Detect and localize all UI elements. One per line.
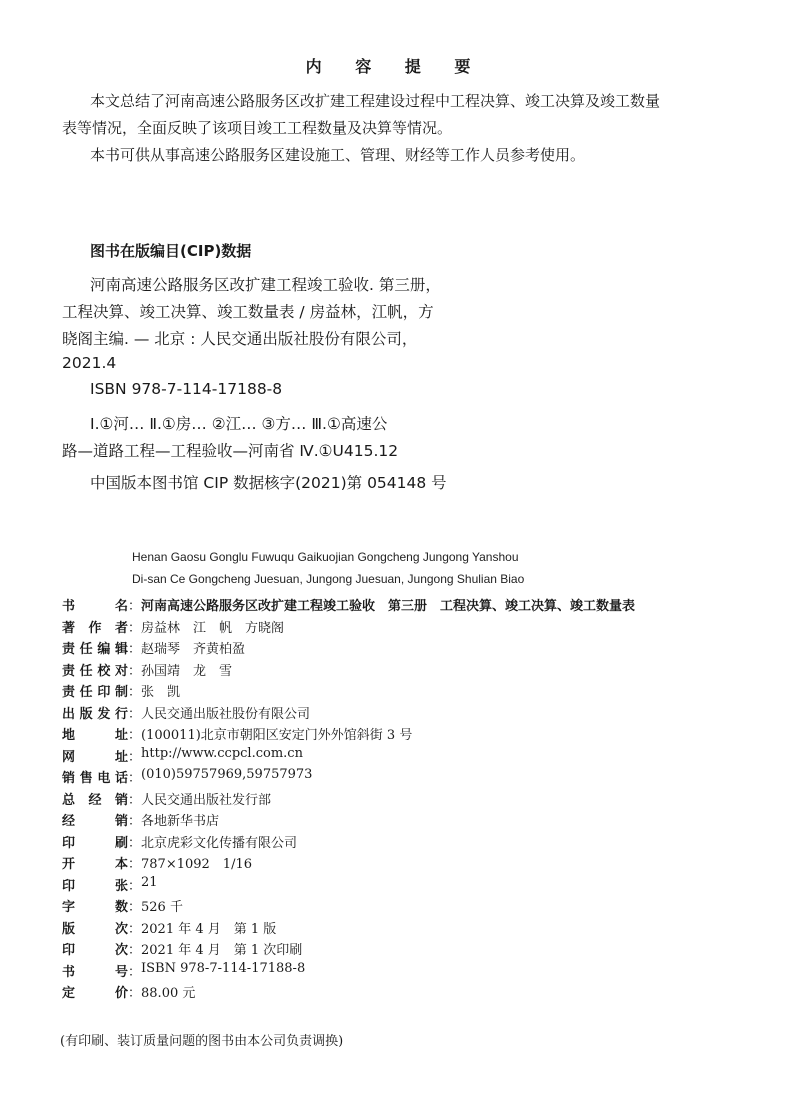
colophon-label-char: 址	[114, 728, 128, 743]
colophon-colon: ：	[128, 749, 142, 765]
colophon-colon: ：	[128, 986, 142, 1001]
colophon-label-char: 著	[62, 620, 76, 636]
colophon-label-char: 电	[97, 771, 111, 786]
colophon-row	[62, 896, 183, 915]
pinyin-title: Henan Gaosu Gonglu Fuwuqu Gaikuojian Gongcheng Jungong Yanshou	[132, 550, 519, 564]
colophon-label-char: 作	[88, 620, 102, 636]
colophon-label-char: 辑	[114, 642, 128, 657]
colophon-row	[62, 660, 232, 679]
colophon-label	[62, 789, 128, 808]
colophon-label-char: 数	[114, 900, 128, 915]
colophon-label	[62, 660, 128, 679]
colophon-label-char: 地	[62, 728, 76, 743]
colophon-value: 河南高速公路服务区改扩建工程竣工验收 第三册 工程决算、竣工决算、竣工数量表	[141, 599, 636, 614]
colophon-row	[62, 746, 303, 765]
colophon-label-char: 定	[62, 986, 76, 1001]
colophon-label-char: 书	[62, 599, 76, 614]
colophon-label-char: 校	[97, 663, 111, 679]
cip-isbn: ISBN 978-7-114-17188-8	[90, 380, 283, 398]
colophon-label	[62, 875, 128, 894]
colophon-label	[62, 810, 128, 829]
colophon-label-char: 编	[97, 642, 111, 657]
colophon-label-char: 责	[62, 685, 76, 700]
colophon-label-char: 张	[114, 878, 128, 894]
colophon-label-char: 印	[62, 878, 76, 894]
colophon-label-char: 版	[62, 921, 76, 937]
colophon-label-char: 售	[79, 771, 93, 786]
colophon-label-char: 者	[114, 620, 128, 636]
cip-line: 2021.4	[62, 354, 117, 372]
colophon-label	[62, 746, 128, 765]
colophon-label-char: 版	[79, 706, 93, 722]
colophon-row	[62, 638, 245, 657]
colophon-colon: ：	[128, 599, 142, 614]
cip-record-number: 中国版本图书馆 CIP 数据核字(2021)第 054148 号	[90, 474, 447, 492]
colophon-value: 各地新华书店	[141, 814, 220, 829]
colophon-label-char: 发	[97, 706, 111, 722]
colophon-label	[62, 638, 128, 657]
colophon-row	[62, 939, 302, 958]
colophon-colon: ：	[128, 685, 142, 700]
colophon-label-char: 任	[79, 663, 93, 679]
colophon-row	[62, 617, 284, 636]
colophon-colon: ：	[128, 964, 142, 980]
colophon-label	[62, 724, 128, 743]
colophon-label-char: 任	[79, 685, 93, 700]
colophon-value: 2021 年 4 月 第 1 次印刷	[141, 943, 303, 958]
colophon-colon: ：	[128, 878, 142, 894]
colophon-colon: ：	[128, 921, 142, 937]
colophon-value: 88.00 元	[141, 986, 196, 1001]
colophon-label-char: 次	[114, 921, 128, 937]
colophon-label	[62, 703, 128, 722]
colophon-label-char: 本	[114, 857, 128, 872]
colophon-label-char: 任	[79, 642, 93, 657]
colophon-colon: ：	[128, 835, 142, 851]
colophon-label-char: 网	[62, 749, 76, 765]
colophon-label-char: 销	[114, 814, 128, 829]
colophon-label-char: 总	[62, 792, 76, 808]
cip-heading: 图书在版编目(CIP)数据	[90, 242, 252, 260]
colophon-row	[62, 982, 195, 1001]
colophon-colon: ：	[128, 771, 142, 786]
cip-line: 工程决算、竣工决算、竣工数量表 / 房益林，江帆，方	[62, 303, 434, 321]
quality-note: (有印刷、装订质量问题的图书由本公司负责调换)	[60, 1034, 344, 1049]
summary-line-3: 本书可供从事高速公路服务区建设施工、管理、财经等工作人员参考使用。	[90, 146, 586, 164]
colophon-row	[62, 961, 305, 980]
colophon-row	[62, 595, 635, 614]
colophon-colon: ：	[128, 943, 142, 958]
colophon-row	[62, 724, 412, 743]
colophon-label	[62, 939, 128, 958]
colophon-colon: ：	[128, 814, 142, 829]
colophon-label-char: 名	[114, 599, 128, 614]
pinyin-subtitle: Di-san Ce Gongcheng Juesuan, Jungong Juesuan, Jungong Shulian Biao	[132, 572, 525, 586]
colophon-colon: ：	[128, 792, 142, 808]
colophon-value: 孙国靖 龙 雪	[141, 663, 233, 679]
colophon-value: 赵瑞琴 齐黄柏盈	[141, 642, 246, 657]
cip-line: 晓阁主编. — 北京 : 人民交通出版社股份有限公司，	[62, 330, 418, 348]
colophon-value: 21	[141, 874, 158, 890]
colophon-label	[62, 853, 128, 872]
colophon-label-char: 经	[88, 792, 102, 808]
colophon-colon: ：	[128, 900, 142, 915]
colophon-label-char: 出	[62, 706, 76, 722]
colophon-value: 2021 年 4 月 第 1 版	[141, 921, 277, 937]
colophon-label-char: 书	[62, 964, 76, 980]
colophon-label-char: 责	[62, 663, 76, 679]
colophon-label-char: 经	[62, 814, 76, 829]
colophon-colon: ：	[128, 663, 142, 679]
colophon-row	[62, 853, 252, 872]
colophon-row	[62, 810, 219, 829]
colophon-value: ISBN 978-7-114-17188-8	[141, 960, 306, 976]
colophon-label	[62, 918, 128, 937]
colophon-label-char: 号	[114, 964, 128, 980]
colophon-row	[62, 875, 158, 894]
colophon-label-char: 刷	[114, 835, 128, 851]
colophon-label-char: 次	[114, 943, 128, 958]
colophon-row	[62, 789, 271, 808]
colophon-label-char: 字	[62, 900, 76, 915]
cip-classification: 路—道路工程—工程验收—河南省 Ⅳ.①U415.12	[62, 442, 399, 460]
colophon-value: http://www.ccpcl.com.cn	[141, 745, 303, 761]
colophon-colon: ：	[128, 728, 142, 743]
colophon-value: 人民交通出版社股份有限公司	[141, 706, 311, 722]
colophon-label-char: 话	[114, 771, 128, 786]
colophon-row	[62, 703, 310, 722]
colophon-label-char: 印	[62, 835, 76, 851]
colophon-label-char: 制	[114, 685, 128, 700]
colophon-label	[62, 617, 128, 636]
colophon-label	[62, 767, 128, 786]
cip-line: 河南高速公路服务区改扩建工程竣工验收. 第三册，	[90, 276, 441, 294]
colophon-label	[62, 832, 128, 851]
colophon-value: 房益林 江 帆 方晓阁	[141, 620, 285, 636]
colophon-value: 人民交通出版社发行部	[141, 792, 272, 808]
colophon-label-char: 价	[114, 986, 128, 1001]
colophon-value: (100011)北京市朝阳区安定门外外馆斜街 3 号	[141, 728, 413, 743]
cip-classification: Ⅰ.①河… Ⅱ.①房… ②江… ③方… Ⅲ.①高速公	[90, 415, 388, 433]
colophon-label-char: 行	[114, 706, 128, 722]
colophon-label-char: 印	[62, 943, 76, 958]
summary-line-1: 本文总结了河南高速公路服务区改扩建工程建设过程中工程决算、竣工决算及竣工数量	[90, 92, 661, 110]
colophon-value: 张 凯	[141, 685, 181, 700]
colophon-value: 526 千	[141, 900, 183, 915]
colophon-label	[62, 595, 128, 614]
colophon-value: 787×1092 1/16	[141, 857, 252, 872]
colophon-label-char: 销	[114, 792, 128, 808]
colophon-label	[62, 896, 128, 915]
colophon-colon: ：	[128, 857, 142, 872]
colophon-colon: ：	[128, 620, 142, 636]
colophon-label-char: 印	[97, 685, 111, 700]
colophon-row	[62, 832, 297, 851]
colophon-label-char: 销	[62, 771, 76, 786]
colophon-value: 北京虎彩文化传播有限公司	[141, 835, 298, 851]
colophon-colon: ：	[128, 642, 142, 657]
colophon-label	[62, 681, 128, 700]
colophon-label-char: 责	[62, 642, 76, 657]
colophon-label	[62, 982, 128, 1001]
colophon-row	[62, 767, 312, 786]
page-title: 内 容 提 要	[305, 57, 485, 76]
colophon-label-char: 址	[114, 749, 128, 765]
colophon-colon: ：	[128, 706, 142, 722]
colophon-label-char: 开	[62, 857, 76, 872]
colophon-label	[62, 961, 128, 980]
colophon-label-char: 对	[114, 663, 128, 679]
colophon-row	[62, 681, 180, 700]
colophon-row	[62, 918, 276, 937]
colophon-value: (010)59757969,59757973	[141, 767, 313, 782]
summary-line-2: 表等情况，全面反映了该项目竣工工程数量及决算等情况。	[62, 119, 453, 137]
